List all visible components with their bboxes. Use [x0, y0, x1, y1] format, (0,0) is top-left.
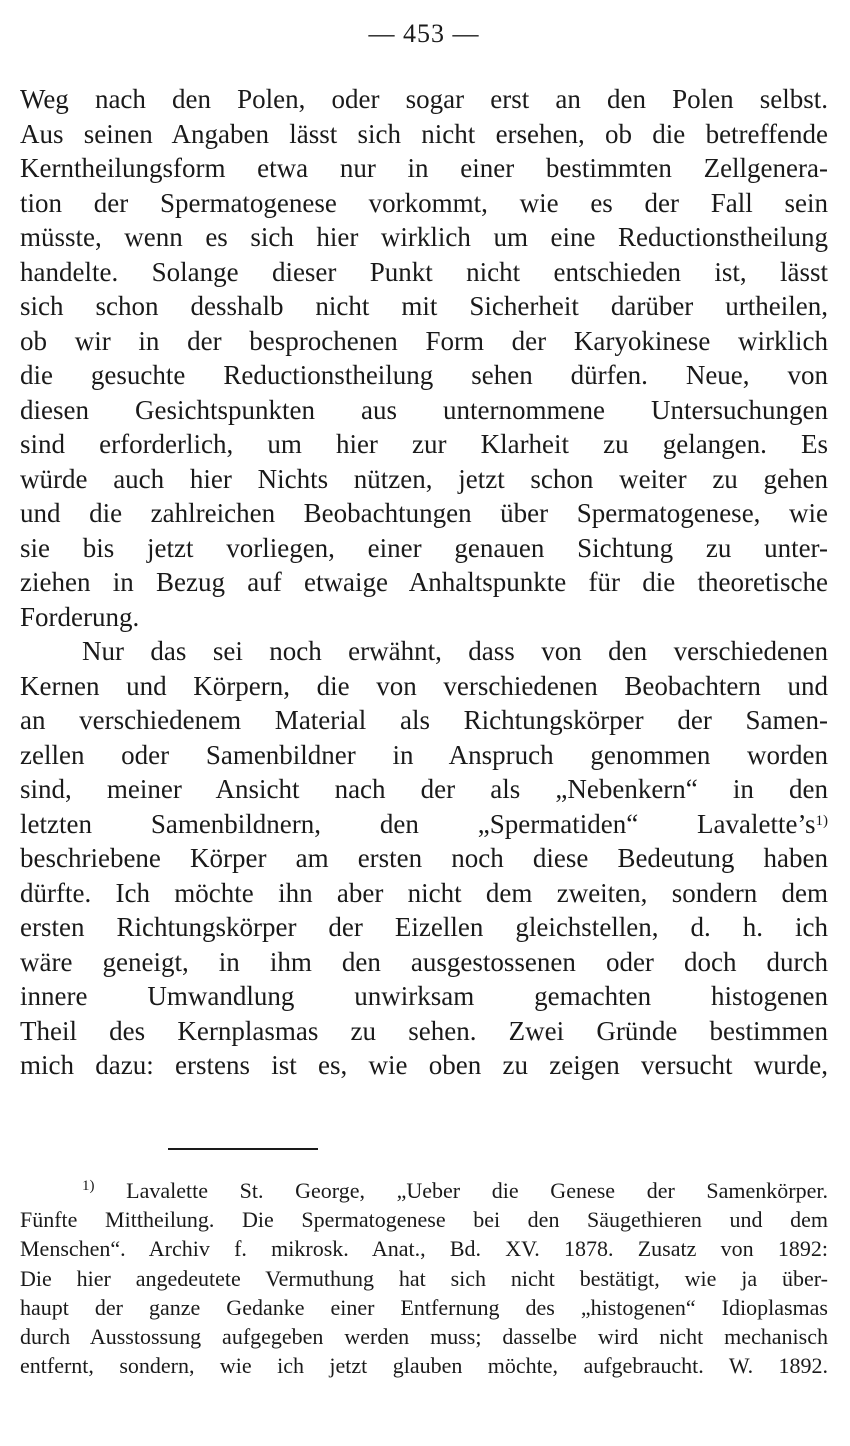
- text-line: dürfte. Ich möchte ihn aber nicht dem zweiten, sondern dem: [20, 877, 828, 908]
- text-line: ziehen in Bezug auf etwaige Anhaltspunkte für die theoretische: [20, 567, 828, 597]
- paragraph-1: [20, 82, 828, 634]
- text-line: mich dazu: erstens ist es, wie oben zu zeigen versucht wurde,: [20, 1050, 828, 1080]
- text-line: müsste, wenn es sich hier wirklich um eine Reductionstheilung: [20, 222, 828, 252]
- page-number: — 453 —: [368, 19, 480, 48]
- text-line: Kerntheilungsform etwa nur in einer bestimmten Zellgenera-: [20, 153, 828, 183]
- text-line: sie bis jetzt vorliegen, einer genauen Sichtung zu unter-: [20, 532, 828, 563]
- text-line: und die zahlreichen Beobachtungen über Spermatogenese, wie: [20, 498, 828, 528]
- text-line: Nur das sei noch erwähnt, dass von den verschiedenen: [82, 636, 828, 666]
- text-line: ersten Richtungskörper der Eizellen gleichstellen, d. h. ich: [20, 912, 828, 942]
- text-line: beschriebene Körper am ersten noch diese Bedeutung haben: [20, 843, 828, 873]
- text-line: die gesuchte Reductionstheilung sehen dürfen. Neue, von: [20, 360, 828, 390]
- footnote-divider: [168, 1148, 318, 1150]
- text-line: tion der Spermatogenese vorkommt, wie es der Fall sein: [20, 187, 828, 218]
- footnote-line: haupt der ganze Gedanke einer Entfernung des „histogenen“ Idioplasmas: [20, 1294, 828, 1320]
- text-line-with-footnote-ref: [20, 807, 828, 842]
- document-page: [20, 14, 828, 1083]
- text-line: Weg nach den Polen, oder sogar erst an den Polen selbst.: [20, 84, 828, 114]
- text-line: sind, meiner Ansicht nach der als „Nebenkern“ in den: [20, 774, 828, 804]
- footnote-line: entfernt, sondern, wie ich jetzt glauben möchte, aufgebraucht. W. 1892.: [20, 1353, 828, 1379]
- footnote-text: Lavalette St. George, „Ueber die Genese der Samenkörper.: [126, 1178, 829, 1203]
- paragraph-2: [20, 634, 828, 1083]
- footnote-reference: 1): [815, 812, 828, 829]
- text-line: handelte. Solange dieser Punkt nicht entschieden ist, lässt: [20, 256, 828, 287]
- text-line: diesen Gesichtspunkten aus unternommene Untersuchungen: [20, 394, 828, 425]
- footnote-line: Menschen“. Archiv f. mikrosk. Anat., Bd. XV. 1878. Zusatz von 1892:: [20, 1236, 828, 1262]
- text-line: wäre geneigt, in ihm den ausgestossenen oder doch durch: [20, 946, 828, 977]
- footnote-line: Die hier angedeutete Vermuthung hat sich nicht bestätigt, wie ja über-: [20, 1265, 828, 1291]
- footnote-line: [20, 1176, 828, 1205]
- text-line: ob wir in der besprochenen Form der Karyokinese wirklich: [20, 325, 828, 356]
- footnote-marker: 1): [82, 1178, 95, 1194]
- text-line: sind erforderlich, um hier zur Klarheit zu gelangen. Es: [20, 429, 828, 459]
- footnote-block: [20, 1176, 828, 1380]
- body-text: [20, 82, 828, 1083]
- footnote-line: durch Ausstossung aufgegeben werden muss; dasselbe wird nicht mechanisch: [20, 1323, 828, 1349]
- text-line: Kernen und Körpern, die von verschiedenen Beobachtern und: [20, 670, 828, 701]
- text-line: innere Umwandlung unwirksam gemachten histogenen: [20, 981, 828, 1011]
- text-line-content: letzten Samenbildnern, den „Spermatiden“ Lavalette’s: [20, 808, 816, 839]
- text-line: zellen oder Samenbildner in Anspruch genommen worden: [20, 739, 828, 770]
- text-line: an verschiedenem Material als Richtungskörper der Samen-: [20, 705, 828, 735]
- text-line: würde auch hier Nichts nützen, jetzt schon weiter zu gehen: [20, 463, 828, 494]
- text-line: Theil des Kernplasmas zu sehen. Zwei Gründe bestimmen: [20, 1015, 828, 1046]
- text-line: Forderung.: [20, 601, 140, 632]
- footnote-line: Fünfte Mittheilung. Die Spermatogenese bei den Säugethieren und dem: [20, 1207, 828, 1233]
- text-line: Aus seinen Angaben lässt sich nicht ersehen, ob die betreffende: [20, 118, 828, 149]
- text-line: sich schon desshalb nicht mit Sicherheit darüber urtheilen,: [20, 291, 828, 321]
